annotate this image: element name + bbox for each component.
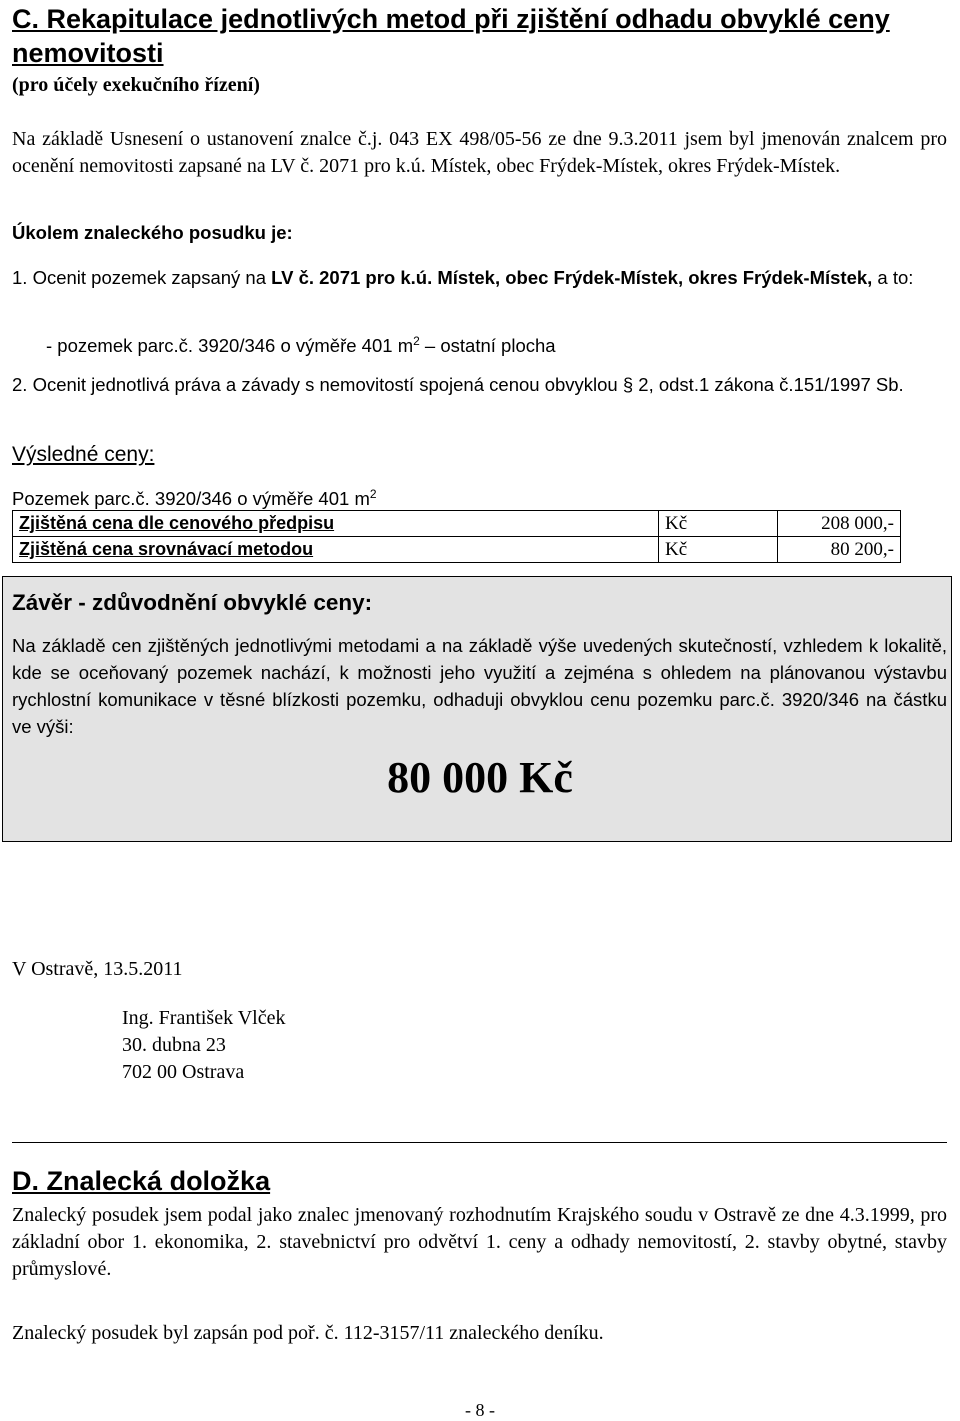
price-label: Zjištěná cena dle cenového předpisu xyxy=(13,511,659,537)
intro-paragraph: Na základě Usnesení o ustanovení znalce č.j. 043 EX 498/05-56 ze dne 9.3.2011 jsem byl jmenován znalcem pro ocenění nemovitosti zapsané na LV č. 2071 pro k.ú. Místek, obec Frýdek-Místek, okres Frýdek-Místek. xyxy=(12,128,947,177)
section-c-subtitle: (pro účely exekučního řízení) xyxy=(12,74,260,96)
section-d-title: D. Znalecká doložka xyxy=(12,1166,271,1196)
task-1 xyxy=(12,264,947,291)
plot-text: Pozemek parc.č. 3920/346 o výměře 401 m xyxy=(12,488,370,510)
superscript: 2 xyxy=(369,487,377,501)
divider xyxy=(12,1142,947,1143)
task-1-item xyxy=(46,328,556,359)
section-d-text: Znalecký posudek jsem podal jako znalec jmenovaný rozhodnutím Krajského soudu v Ostravě ze dne 4.3.1999, pro základní obor 1. ekonomika, 2. stavebnictví pro odvětví 1. ceny a odhady nemovitostí, 2. stavby obytné, stavby průmyslové. xyxy=(12,1204,947,1280)
task-1-lead: 1. Ocenit pozemek zapsaný na xyxy=(12,267,272,288)
signer-street: 30. dubna 23 xyxy=(122,1034,226,1056)
signer-name: Ing. František Vlček xyxy=(122,1007,286,1029)
price-amount: 208 000,- xyxy=(778,511,901,537)
place-date: V Ostravě, 13.5.2011 xyxy=(12,958,183,980)
task-heading: Úkolem znaleckého posudku je: xyxy=(12,222,293,243)
price-amount: 80 200,- xyxy=(778,537,901,563)
registry-note: Znalecký posudek byl zapsán pod poř. č. 112-3157/11 znaleckého deníku. xyxy=(12,1322,604,1344)
section-c-title: C. Rekapitulace jednotlivých metod při zjištění odhadu obvyklé ceny nemovitosti xyxy=(12,4,890,68)
table-row xyxy=(13,537,901,563)
conclusion-text: Na základě cen zjištěných jednotlivými metodami a na základě výše uvedených skutečností, vzhledem k lokalitě, kde se oceňovaný pozemek nachází, k možnosti jeho využití a zejména s ohledem na plánovanou výstavbu rychlostní komunikace v těsné blízkosti pozemku, odhaduji obvyklou cenu pozemku parc.č. 3920/346 na částku ve výši: xyxy=(12,635,947,737)
plot-line xyxy=(12,481,377,512)
final-price: 80 000 Kč xyxy=(387,753,573,802)
price-currency: Kč xyxy=(659,511,778,537)
page-number: - 8 - xyxy=(465,1400,495,1420)
conclusion-heading: Závěr - zdůvodnění obvyklé ceny: xyxy=(12,590,373,615)
task-1-item-post: – ostatní plocha xyxy=(419,335,556,357)
superscript: 2 xyxy=(413,334,420,348)
signer-city: 702 00 Ostrava xyxy=(122,1061,245,1083)
task-1-bold: LV č. 2071 pro k.ú. Místek, obec Frýdek-Místek, okres Frýdek-Místek, xyxy=(271,267,873,288)
price-label: Zjištěná cena srovnávací metodou xyxy=(13,537,659,563)
price-table xyxy=(12,510,901,563)
task-2: 2. Ocenit jednotlivá práva a závady s nemovitostí spojená cenou obvyklou § 2, odst.1 zákona č.151/1997 Sb. xyxy=(12,374,904,395)
task-1-item-text: - pozemek parc.č. 3920/346 o výměře 401 m xyxy=(46,335,414,357)
price-currency: Kč xyxy=(659,537,778,563)
results-heading: Výsledné ceny: xyxy=(12,443,155,466)
task-1-tail: a to: xyxy=(872,267,914,288)
table-row xyxy=(13,511,901,537)
